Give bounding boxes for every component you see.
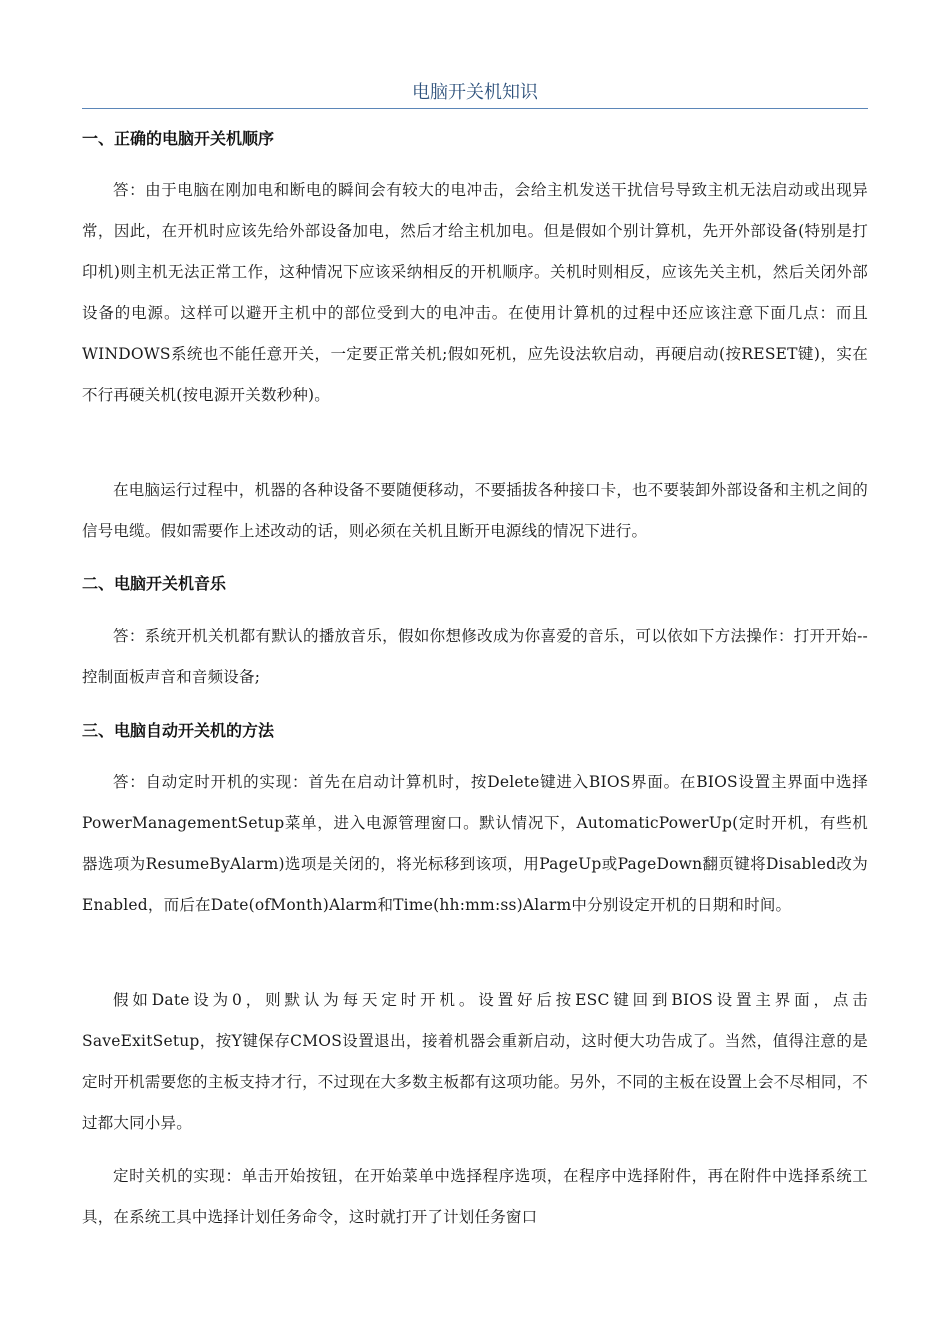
section-1-paragraph-2: 在电脑运行过程中，机器的各种设备不要随便移动，不要插拔各种接口卡，也不要装卸外部设备和主机之间的信号电缆。假如需要作上述改动的话，则必须在关机且断开电源线的情况下进行。 (82, 481, 868, 540)
document-title: 电脑开关机知识 (412, 82, 538, 103)
section-1-heading: 一、正确的电脑开关机顺序 (82, 129, 275, 148)
section-2-paragraph-1: 答：系统开机关机都有默认的播放音乐，假如你想修改成为你喜爱的音乐，可以依如下方法操作：打开开始--控制面板声音和音频设备; (82, 627, 868, 686)
section-1-paragraph-1: 答：由于电脑在刚加电和断电的瞬间会有较大的电冲击，会给主机发送干扰信号导致主机无法启动或出现异常，因此，在开机时应该先给外部设备加电，然后才给主机加电。但是假如个别计算机，先开外部设备(特别是打印机)则主机无法正常工作，这种情况下应该采纳相反的开机顺序。关机时则相反，应该先关主机，然后关闭外部设备的电源。这样可以避开主机中的部位受到大的电冲击。在使用计算机的过程中还应该注意下面几点：而且WINDOWS系统也不能任意开关，一定要正常关机;假如死机，应先设法软启动，再硬启动(按RESET键)，实在不行再硬关机(按电源开关数秒种)。 (82, 181, 868, 404)
title-divider (82, 108, 868, 109)
section-3-paragraph-2: 假如Date设为0，则默认为每天定时开机。设置好后按ESC键回到BIOS设置主界面，点击SaveExitSetup，按Y键保存CMOS设置退出，接着机器会重新启动，这时便大功告成了。当然，值得注意的是定时开机需要您的主板支持才行，不过现在大多数主板都有这项功能。另外，不同的主板在设置上会不尽相同，不过都大同小异。 (82, 991, 868, 1132)
section-3-paragraph-1: 答：自动定时开机的实现：首先在启动计算机时，按Delete键进入BIOS界面。在BIOS设置主界面中选择PowerManagementSetup菜单，进入电源管理窗口。默认情况下，AutomaticPowerUp(定时开机，有些机器选项为ResumeByAlarm)选项是关闭的，将光标移到该项，用PageUp或PageDown翻页键将Disabled改为Enabled，而后在Date(ofMonth)Alarm和Time(hh:mm:ss)Alarm中分别设定开机的日期和时间。 (82, 773, 868, 914)
section-3-paragraph-3: 定时关机的实现：单击开始按钮，在开始菜单中选择程序选项，在程序中选择附件，再在附件中选择系统工具，在系统工具中选择计划任务命令，这时就打开了计划任务窗口 (82, 1167, 868, 1226)
section-3-heading: 三、电脑自动开关机的方法 (82, 721, 275, 740)
section-2-heading: 二、电脑开关机音乐 (82, 574, 227, 593)
